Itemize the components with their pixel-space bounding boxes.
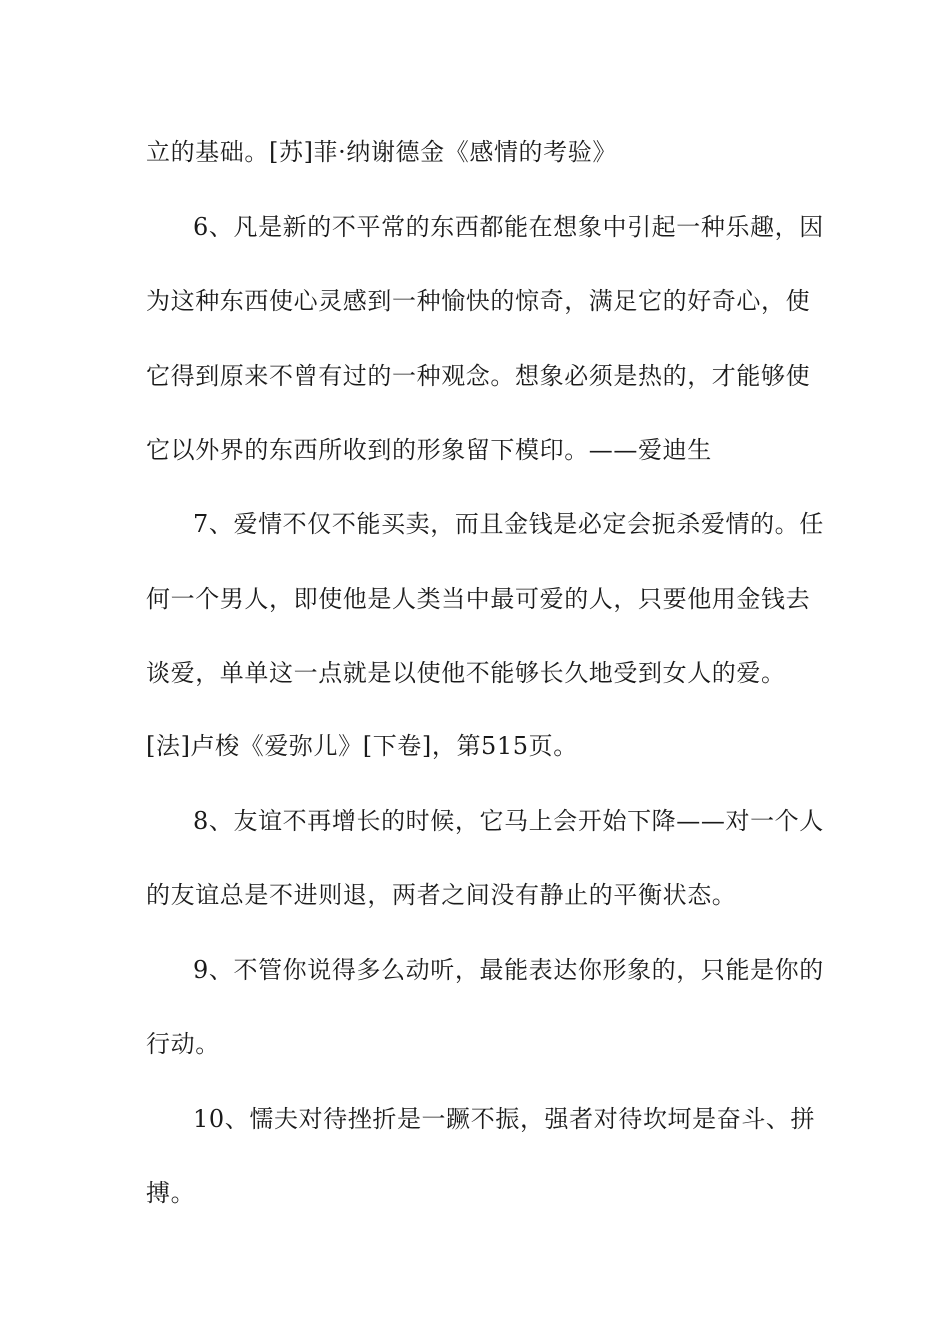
paragraph-9-line: 行动。	[146, 1030, 220, 1058]
paragraph-8-line: 8、友谊不再增长的时候，它马上会开始下降——对一个人	[193, 807, 824, 835]
paragraph-10-line: 搏。	[146, 1179, 196, 1207]
paragraph-7-citation: [法]卢梭《爱弥儿》[下卷]，第515页。	[146, 732, 578, 760]
paragraph-10-line: 10、懦夫对待挫折是一蹶不振，强者对待坎坷是奋斗、拼	[193, 1105, 816, 1133]
paragraph-6-line: 它以外界的东西所收到的形象留下模印。——爱迪生	[146, 436, 712, 464]
paragraph-6-line: 为这种东西使心灵感到一种愉快的惊奇，满足它的好奇心，使	[146, 287, 811, 315]
text-line: 立的基础。[苏]菲·纳谢德金《感情的考验》	[146, 138, 617, 166]
paragraph-6-line: 它得到原来不曾有过的一种观念。想象必须是热的，才能够使	[146, 362, 811, 390]
paragraph-6-line: 6、凡是新的不平常的东西都能在想象中引起一种乐趣，因	[193, 213, 824, 241]
paragraph-7-line: 7、爱情不仅不能买卖，而且金钱是必定会扼杀爱情的。任	[193, 510, 824, 538]
paragraph-7-line: 何一个男人，即使他是人类当中最可爱的人，只要他用金钱去	[146, 585, 811, 613]
paragraph-9-line: 9、不管你说得多么动听，最能表达你形象的，只能是你的	[193, 956, 824, 984]
paragraph-8-line: 的友谊总是不进则退，两者之间没有静止的平衡状态。	[146, 881, 737, 909]
paragraph-7-line: 谈爱，单单这一点就是以使他不能够长久地受到女人的爱。	[146, 659, 786, 687]
